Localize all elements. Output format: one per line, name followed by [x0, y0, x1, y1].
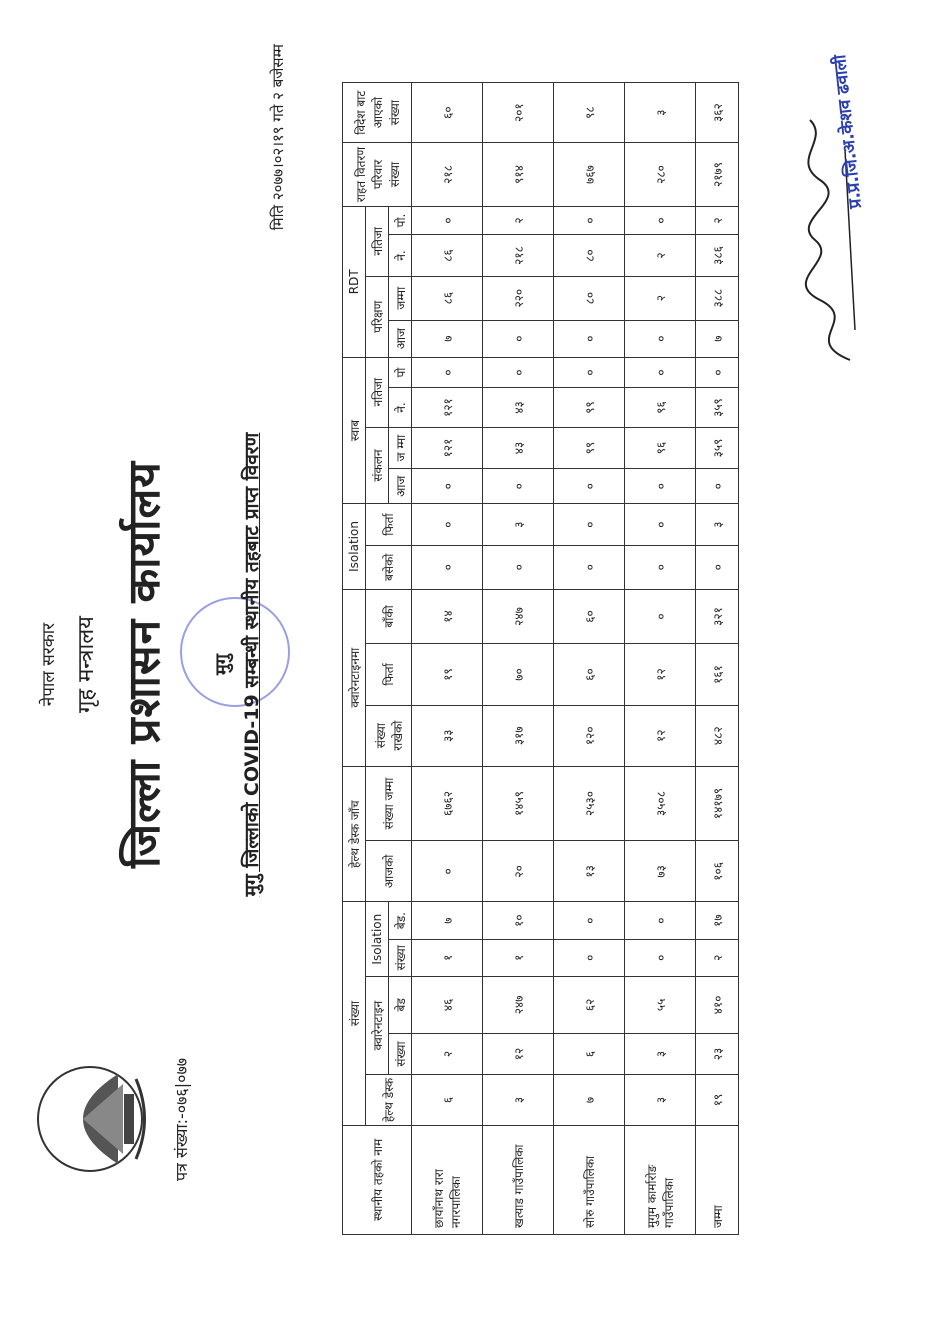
cell-hd: ३ — [483, 1075, 554, 1125]
cell-i-b: ० — [625, 902, 696, 939]
cell-qin-ret: १९ — [412, 644, 483, 705]
header-relief: राहत वितरण परिवार संख्या — [343, 143, 412, 206]
header-total-number: संख्या जम्मा — [366, 766, 412, 840]
cell-sw-ne: ९९ — [554, 388, 625, 427]
cell-sw-po: ० — [696, 357, 739, 388]
cell-i-n: ० — [554, 939, 625, 976]
letter-number: पत्र संख्या:-०७६|०७७ — [172, 1057, 191, 1181]
cell-sw-po: ० — [412, 357, 483, 388]
cell-foreign: ३६२ — [696, 83, 739, 143]
cell-iso-ret: ३ — [696, 504, 739, 546]
header-rdt: RDT — [343, 206, 366, 357]
header-collection: संकलन — [366, 427, 389, 504]
cell-sw-aaj: ० — [483, 469, 554, 504]
cell-i-n: ० — [625, 939, 696, 976]
cell-foreign: ६० — [412, 83, 483, 143]
cell-hd: ३ — [625, 1075, 696, 1125]
cell-qin-kept: १२० — [554, 705, 625, 766]
cell-i-b: १० — [483, 902, 554, 939]
cell-hdc-today: ७३ — [625, 841, 696, 902]
cell-sw-aaj: ० — [625, 469, 696, 504]
cell-sw-ne: ३५९ — [696, 388, 739, 427]
ministry-name: गृह मन्त्रालय — [74, 616, 99, 713]
cell-rdt-po: ० — [625, 206, 696, 234]
cell-qin-ret: ६० — [554, 644, 625, 705]
cell-hdc-today: २० — [483, 841, 554, 902]
cell-sw-total: ३५९ — [696, 427, 739, 469]
cell-rdt-ne: ३८६ — [696, 235, 739, 277]
cell-i-n: २ — [696, 939, 739, 976]
header-isolation: Isolation — [366, 902, 389, 976]
cell-rdt-ne: ८६ — [412, 235, 483, 277]
cell-relief: २१७९ — [696, 143, 739, 206]
cell-qin-rem: ६० — [554, 589, 625, 644]
cell-qin-ret: १२ — [625, 644, 696, 705]
cell-iso-stay: ० — [554, 545, 625, 589]
cell-rdt-total: २२० — [483, 276, 554, 320]
cell-iso-stay: ० — [412, 545, 483, 589]
header-i-bed: बेड. — [389, 902, 412, 939]
cell-hdc-total: २५३० — [554, 766, 625, 840]
cell-relief: २१८ — [412, 143, 483, 206]
office-seal-stamp — [180, 597, 290, 707]
cell-iso-ret: ३ — [483, 504, 554, 546]
signature-stamp: प्र.प्र.जि.अ.केशव ढवाली — [829, 53, 867, 209]
header-rdt-result: नतिजा — [366, 206, 389, 276]
cell-sw-po: ० — [483, 357, 554, 388]
report-date: मिति २०७७।०२।१९ गते २ बजेसम्म — [269, 44, 287, 231]
cell-iso-stay: ० — [696, 545, 739, 589]
header-kept: संख्या राखेको — [366, 705, 412, 766]
cell-hdc-today: १०६ — [696, 841, 739, 902]
header-quarantine-in: क्वारेनटाइनमा — [343, 589, 366, 766]
cell-iso-stay: ० — [625, 545, 696, 589]
cell-iso-stay: ० — [483, 545, 554, 589]
cell-qin-rem: ३२१ — [696, 589, 739, 644]
cell-q-n: २३ — [696, 1033, 739, 1075]
header-rdt-positive: पो. — [389, 206, 412, 234]
cell-q-n: ६ — [554, 1033, 625, 1075]
cell-sw-ne: ९६ — [625, 388, 696, 427]
header-remaining: बाँकी — [366, 589, 412, 644]
cell-sw-po: ० — [554, 357, 625, 388]
header-rdt-today: आज — [389, 320, 412, 357]
cell-q-b: २४७ — [483, 976, 554, 1033]
cell-rdt-po: २ — [483, 206, 554, 234]
cell-iso-ret: ० — [625, 504, 696, 546]
cell-rdt-ne: २ — [625, 235, 696, 277]
cell-q-n: २ — [412, 1033, 483, 1075]
district-name: मुगु — [212, 654, 233, 675]
header-swab: स्वाब — [343, 357, 366, 504]
local-level-name: छायाँनाथ रारा नगरपालिका — [412, 1125, 483, 1234]
cell-hdc-total: ६७६२ — [412, 766, 483, 840]
cell-sw-total: १२१ — [412, 427, 483, 469]
cell-sw-aaj: ० — [696, 469, 739, 504]
total-row — [696, 83, 739, 1235]
cell-i-n: १ — [483, 939, 554, 976]
header-i-number: संख्या — [389, 939, 412, 976]
cell-sw-total: ९६ — [625, 427, 696, 469]
cell-q-b: ४१० — [696, 976, 739, 1033]
cell-sw-po: ० — [625, 357, 696, 388]
cell-sw-ne: १२१ — [412, 388, 483, 427]
cell-q-b: ६२ — [554, 976, 625, 1033]
cell-i-n: १ — [412, 939, 483, 976]
cell-hdc-total: ३५०८ — [625, 766, 696, 840]
cell-q-n: ३ — [625, 1033, 696, 1075]
header-today: आजको — [366, 841, 412, 902]
cell-sw-total: ४३ — [483, 427, 554, 469]
cell-qin-rem: ० — [625, 589, 696, 644]
header-rdt-negative: ने. — [389, 235, 412, 277]
cell-hd: ७ — [554, 1075, 625, 1125]
header-count-group: संख्या — [343, 902, 366, 1125]
cell-rdt-ne: ८० — [554, 235, 625, 277]
cell-qin-kept: ३१७ — [483, 705, 554, 766]
cell-qin-ret: १६१ — [696, 644, 739, 705]
government-name: नेपाल सरकार — [39, 622, 59, 707]
table-row — [483, 83, 554, 1235]
header-foreign: विदेश बाट आएको संख्या — [343, 83, 412, 143]
header-returned: फिर्ता — [366, 644, 412, 705]
header-rdt-total: जम्मा — [389, 276, 412, 320]
header-isolation-stay: Isolation — [343, 504, 366, 589]
cell-rdt-total: ८० — [554, 276, 625, 320]
header-q-number: संख्या — [389, 1033, 412, 1075]
cell-qin-kept: ३३ — [412, 705, 483, 766]
header-quarantine: क्वारेनटाइन — [366, 976, 389, 1074]
local-level-name: खत्याड गाउँपालिका — [483, 1125, 554, 1234]
cell-rdt-po: ० — [554, 206, 625, 234]
cell-rdt-total: ३८८ — [696, 276, 739, 320]
header-iso-returned: फिर्ता — [366, 504, 412, 546]
cell-foreign: ९८ — [554, 83, 625, 143]
header-local-level: स्थानीय तहको नाम — [343, 1125, 412, 1234]
table-row — [412, 83, 483, 1235]
cell-rdt-total: ८६ — [412, 276, 483, 320]
header-swab-negative: ने. — [389, 388, 412, 427]
cell-relief: ७६७ — [554, 143, 625, 206]
cell-hd: ६ — [412, 1075, 483, 1125]
cell-foreign: २०१ — [483, 83, 554, 143]
cell-qin-kept: १२ — [625, 705, 696, 766]
cell-relief: २८० — [625, 143, 696, 206]
cell-rdt-aaj: ० — [554, 320, 625, 357]
cell-iso-ret: ० — [412, 504, 483, 546]
cell-rdt-po: ० — [412, 206, 483, 234]
table-row — [554, 83, 625, 1235]
covid-report-table — [342, 82, 739, 1235]
cell-rdt-aaj: ७ — [412, 320, 483, 357]
cell-hdc-today: ० — [412, 841, 483, 902]
cell-sw-ne: ४३ — [483, 388, 554, 427]
cell-qin-rem: १४ — [412, 589, 483, 644]
cell-qin-kept: ४८२ — [696, 705, 739, 766]
cell-foreign: ३ — [625, 83, 696, 143]
cell-sw-aaj: ० — [412, 469, 483, 504]
cell-sw-aaj: ० — [554, 469, 625, 504]
cell-q-b: ४६ — [412, 976, 483, 1033]
cell-rdt-aaj: ० — [483, 320, 554, 357]
cell-hdc-total: १४५९ — [483, 766, 554, 840]
header-staying: बसेको — [366, 545, 412, 589]
cell-i-b: ७ — [412, 902, 483, 939]
header-health-desk-check: हेल्थ डेस्क जाँच — [343, 766, 366, 902]
cell-i-b: ० — [554, 902, 625, 939]
table-row — [625, 83, 696, 1235]
header-test: परिक्षण — [366, 276, 389, 357]
header-swab-result: नतिजा — [366, 357, 389, 427]
cell-hd: १९ — [696, 1075, 739, 1125]
local-level-name: मुगुम कार्मारोङ गाउँपालिका — [625, 1125, 696, 1234]
cell-rdt-aaj: ० — [625, 320, 696, 357]
header-health-desk: हेल्थ डेस्क — [366, 1075, 412, 1125]
cell-relief: ९१४ — [483, 143, 554, 206]
header-swab-positive: पो — [389, 357, 412, 388]
local-level-name: सोरु गाउँपालिका — [554, 1125, 625, 1234]
header-q-bed: बेड — [389, 976, 412, 1033]
cell-qin-rem: २४७ — [483, 589, 554, 644]
local-level-name: जम्मा — [696, 1125, 739, 1234]
cell-q-n: १२ — [483, 1033, 554, 1075]
cell-qin-ret: ७० — [483, 644, 554, 705]
cell-iso-ret: ० — [554, 504, 625, 546]
header-swab-total: ज म्मा — [389, 427, 412, 469]
report-title: मुगु जिल्लाको COVID-19 सम्बन्धी स्थानीय तहबाट प्राप्त विवरण — [241, 432, 263, 897]
office-name: जिल्ला प्रशासन कार्यालय — [119, 461, 170, 868]
cell-rdt-aaj: ७ — [696, 320, 739, 357]
cell-q-b: ५५ — [625, 976, 696, 1033]
cell-i-b: १७ — [696, 902, 739, 939]
cell-sw-total: ९९ — [554, 427, 625, 469]
cell-rdt-total: २ — [625, 276, 696, 320]
header-swab-today: आज — [389, 469, 412, 504]
cell-rdt-ne: २१८ — [483, 235, 554, 277]
cell-hdc-total: १४१७९ — [696, 766, 739, 840]
cell-rdt-po: २ — [696, 206, 739, 234]
cell-hdc-today: १३ — [554, 841, 625, 902]
